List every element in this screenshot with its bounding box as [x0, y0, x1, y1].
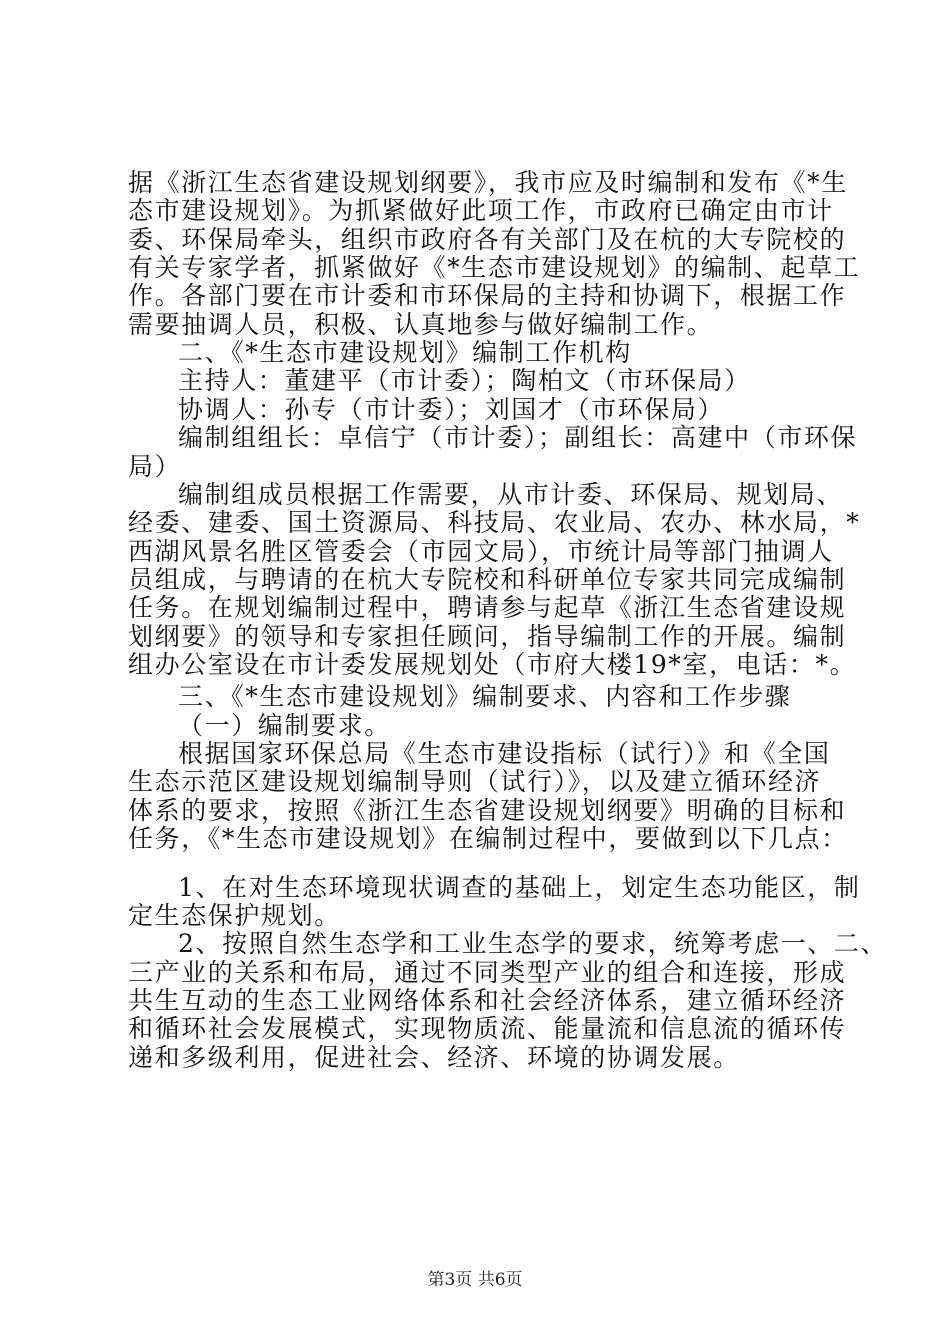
text-line: 共生互动的生态工业网络体系和社会经济体系，建立循环经济 [128, 986, 847, 1016]
text-line: 主持人：董建平（市计委）；陶柏文（市环保局） [178, 366, 751, 396]
text-line: 需要抽调人员，积极、认真地参与做好编制工作。 [128, 309, 714, 339]
text-line: 三产业的关系和布局，通过不同类型产业的组合和连接，形成 [128, 957, 847, 987]
text-line: 根据国家环保总局《生态市建设指标（试行）》和《全国 [178, 739, 831, 769]
subsection-heading: （一）编制要求。 [178, 710, 391, 740]
text-line: 编制组成员根据工作需要，从市计委、环保局、规划局、 [178, 479, 844, 509]
text-line: 委、环保局牵头，组织市政府各有关部门及在杭的大专院校的 [128, 224, 847, 254]
text-line: 定生态保护规划。 [128, 901, 341, 931]
text-line: 递和多级利用，促进社会、经济、环境的协调发展。 [128, 1042, 740, 1072]
text-line: 划纲要》的领导和专家担任顾问，指导编制工作的开展。编制 [128, 621, 847, 651]
text-line: 员组成，与聘请的在杭大专院校和科研单位专家共同完成编制 [128, 564, 847, 594]
text-line: 局） [128, 451, 182, 481]
text-line: 体系的要求，按照《浙江生态省建设规划纲要》明确的目标和 [128, 795, 847, 825]
text-line: 组办公室设在市计委发展规划处（市府大楼19*室，电话：*。 [128, 649, 857, 679]
text-line: 态市建设规划》。为抓紧做好此项工作，市政府已确定由市计 [128, 196, 834, 226]
text-line: 任务。在规划编制过程中，聘请参与起草《浙江生态省建设规 [128, 593, 847, 623]
text-line: 编制组组长：卓信宁（市计委）；副组长：高建中（市环保 [178, 423, 858, 453]
text-line: 任务，《*生态市建设规划》在编制过程中，要做到以下几点： [128, 824, 848, 854]
section-heading: 三、《*生态市建设规划》编制要求、内容和工作步骤 [178, 682, 792, 712]
text-line: 作。各部门要在市计委和市环保局的主持和协调下，根据工作 [128, 281, 847, 311]
section-heading: 二、《*生态市建设规划》编制工作机构 [178, 338, 632, 368]
page-footer: 第3页 共6页 [427, 1270, 523, 1290]
text-line: 有关专家学者，抓紧做好《*生态市建设规划》的编制、起草工 [128, 253, 861, 283]
text-line: 生态示范区建设规划编制导则（试行）》，以及建立循环经济 [128, 767, 822, 797]
text-line: 经委、建委、国土资源局、科技局、农业局、农办、林水局，* [128, 508, 861, 538]
text-line: 协调人：孙专（市计委）；刘国才（市环保局） [178, 394, 725, 424]
list-item: 1、在对生态环境现状调查的基础上，划定生态功能区，制 [178, 872, 861, 902]
text-line: 西湖风景名胜区管委会（市园文局），市统计局等部门抽调人 [128, 536, 834, 566]
text-line: 据《浙江生态省建设规划纲要》，我市应及时编制和发布《*生 [128, 168, 848, 197]
list-item: 2、按照自然生态学和工业生态学的要求，统筹考虑一、二、 [178, 929, 888, 959]
text-line: 和循环社会发展模式，实现物质流、能量流和信息流的循环传 [128, 1014, 847, 1044]
